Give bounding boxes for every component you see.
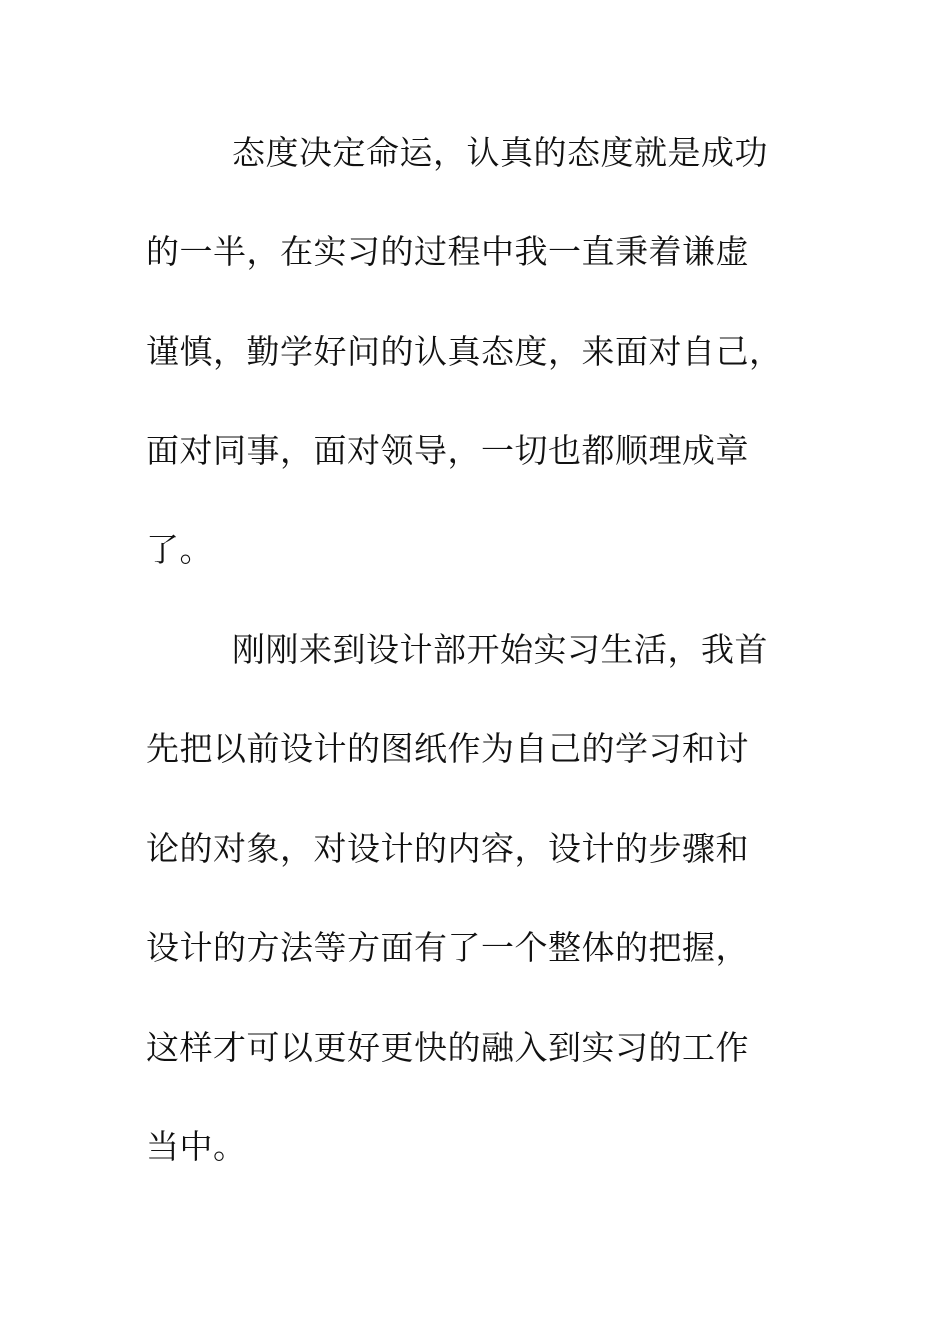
- paragraph-1-line-1: 态度决定命运，认真的态度就是成功: [232, 133, 768, 172]
- paragraph-2-line-2: 先把以前设计的图纸作为自己的学习和讨: [146, 729, 749, 768]
- paragraph-2-line-1: 刚刚来到设计部开始实习生活，我首: [232, 630, 768, 669]
- paragraph-1-line-2: 的一半，在实习的过程中我一直秉着谦虚: [146, 232, 749, 271]
- paragraph-2-line-5: 这样才可以更好更快的融入到实习的工作: [146, 1028, 749, 1067]
- paragraph-2-line-6: 当中。: [146, 1127, 247, 1166]
- paragraph-2-line-4: 设计的方法等方面有了一个整体的把握，: [146, 928, 749, 967]
- paragraph-1-line-5: 了。: [146, 530, 213, 569]
- paragraph-1-line-4: 面对同事，面对领导，一切也都顺理成章: [146, 431, 749, 470]
- paragraph-1-line-3: 谨慎，勤学好问的认真态度，来面对自己，: [146, 332, 783, 371]
- paragraph-2-line-3: 论的对象，对设计的内容，设计的步骤和: [146, 829, 749, 868]
